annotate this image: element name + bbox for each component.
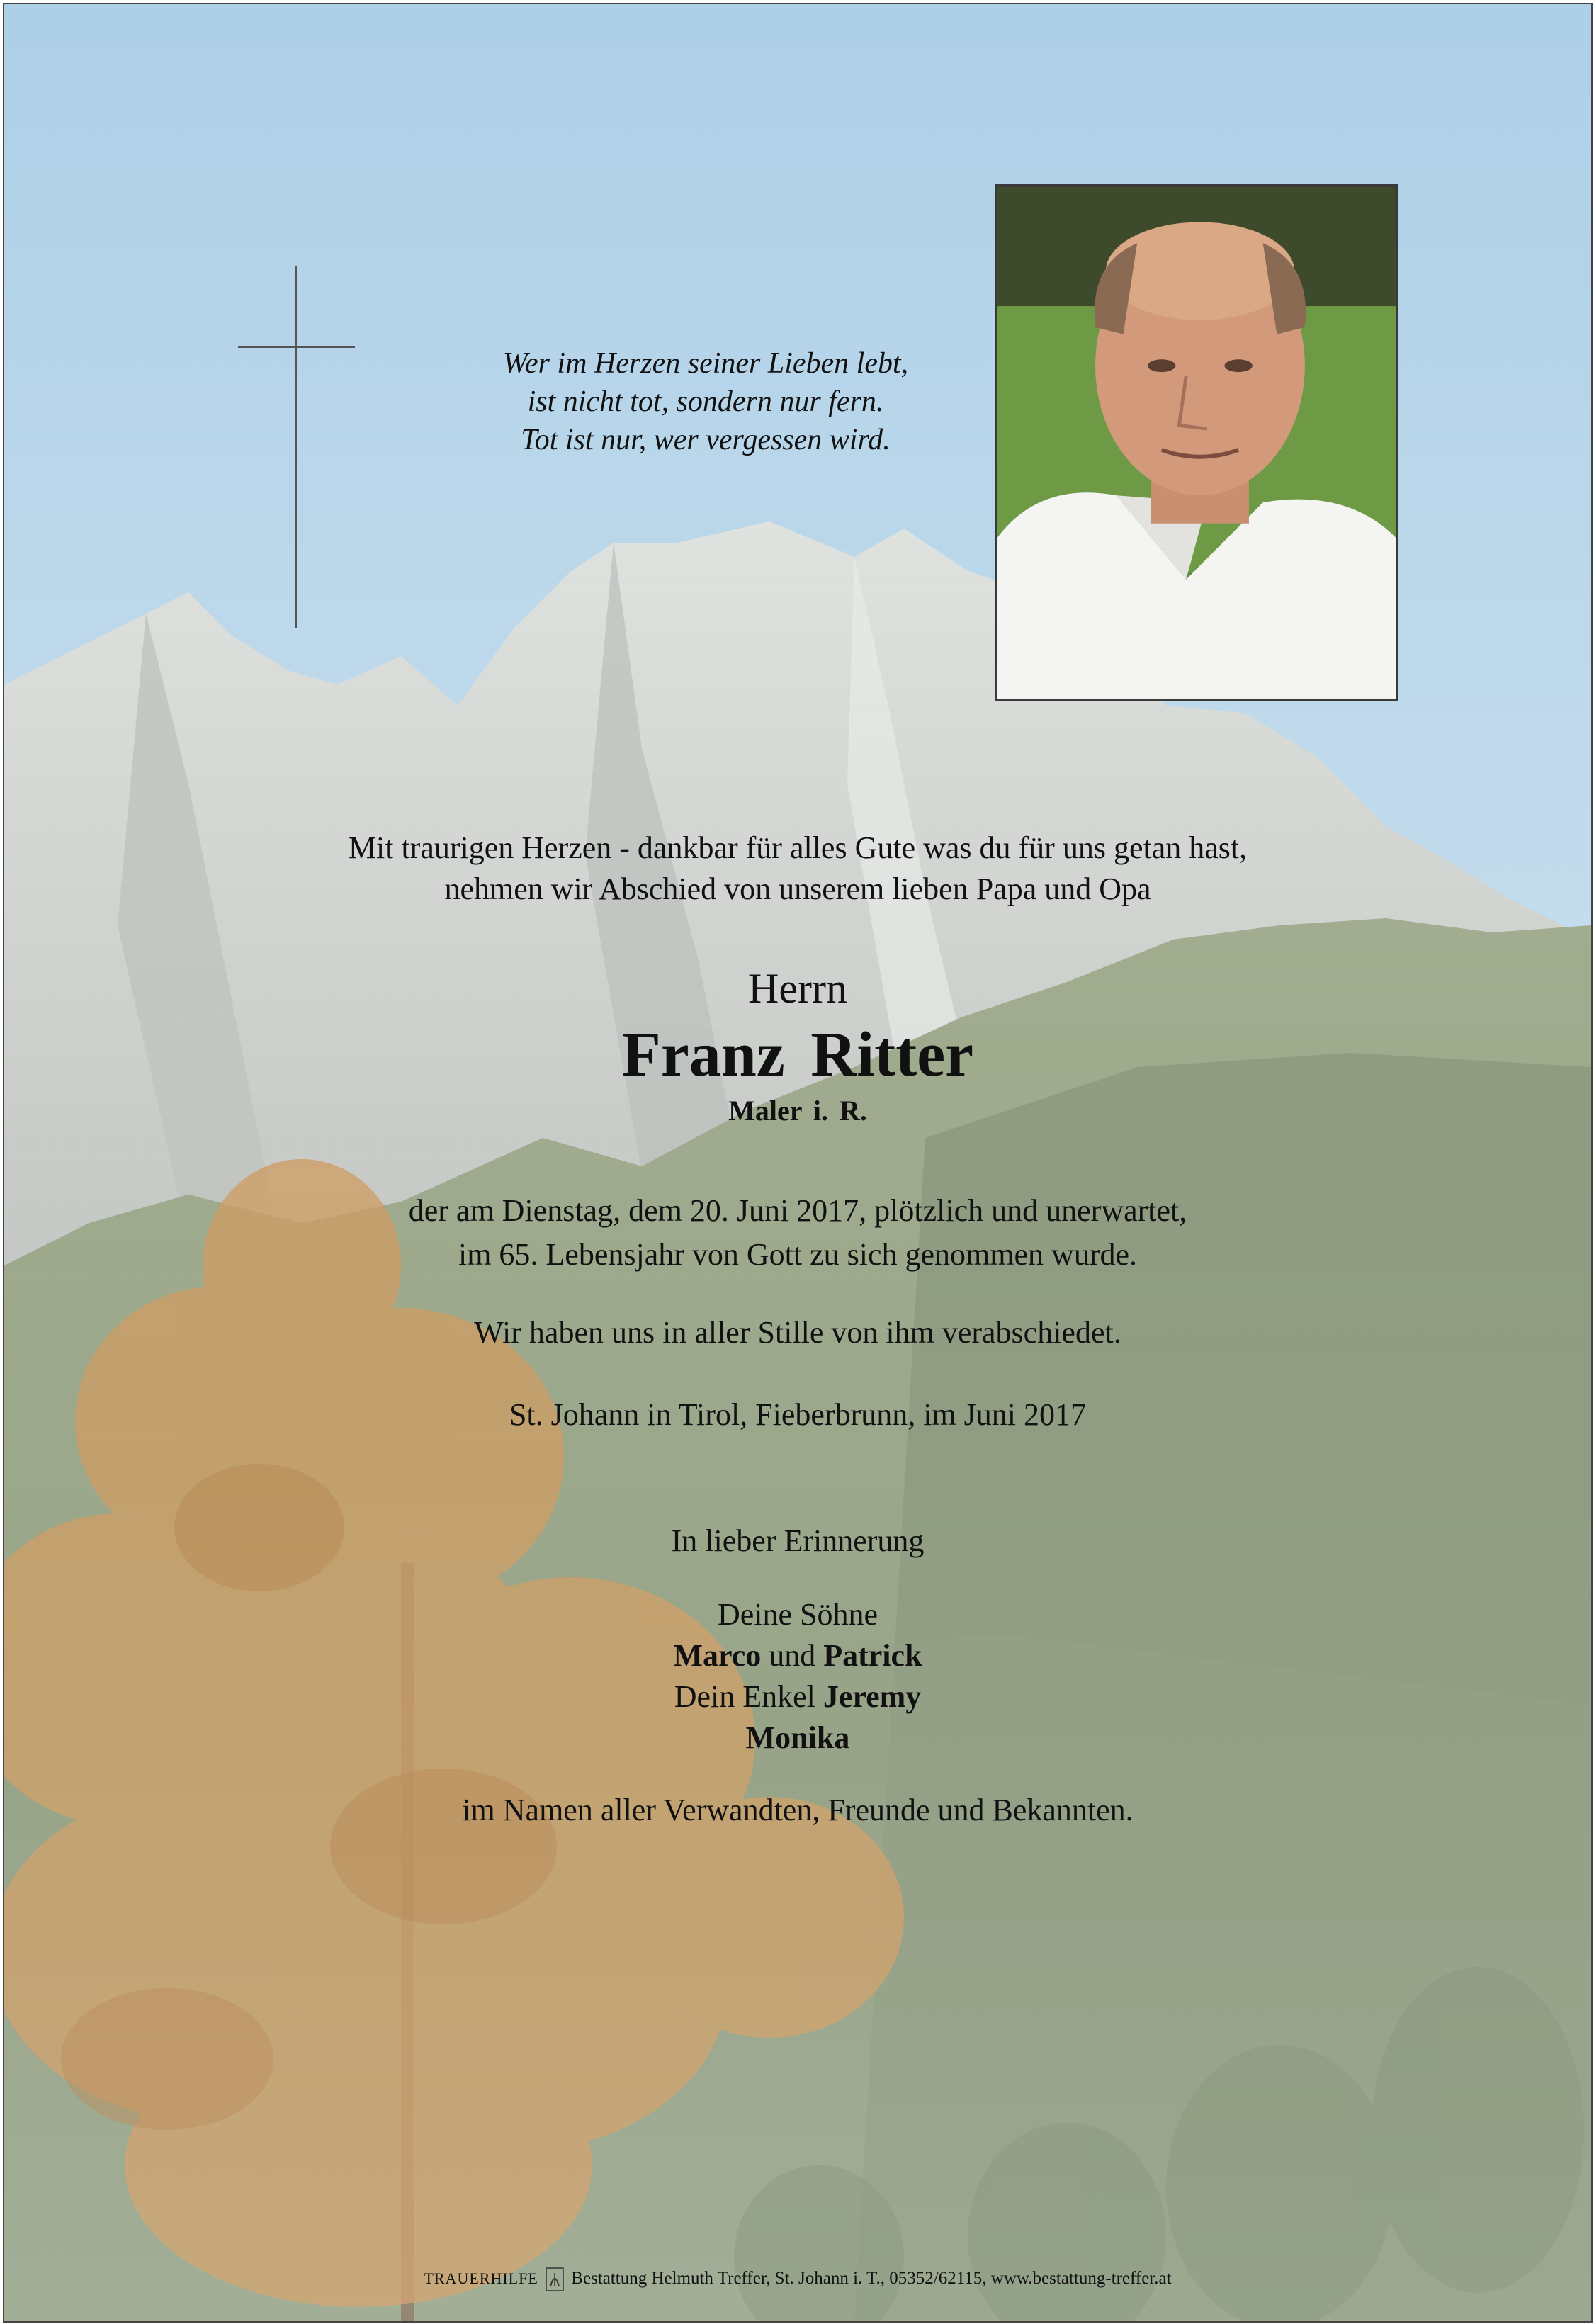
cross-icon bbox=[238, 266, 358, 629]
son-name: Patrick bbox=[823, 1638, 922, 1673]
quote-line: Tot ist nur, wer vergessen wird. bbox=[521, 424, 891, 456]
death-details bbox=[4, 1189, 1591, 1277]
family-list bbox=[4, 1594, 1591, 1759]
portrait-photo bbox=[995, 184, 1398, 701]
closing-text: im Namen aller Verwandten, Freunde und Bekannten. bbox=[462, 1793, 1134, 1827]
grandson-label: Dein Enkel bbox=[674, 1679, 815, 1714]
deceased-name: Franz Ritter bbox=[621, 1020, 974, 1090]
grandson-line bbox=[4, 1676, 1591, 1717]
memorial-quote bbox=[415, 344, 996, 459]
deceased-occupation: Maler i. R. bbox=[728, 1095, 867, 1127]
sons-names bbox=[4, 1635, 1591, 1676]
footer-brand: TRAUERHILFE bbox=[424, 2269, 538, 2287]
conjunction: und bbox=[769, 1638, 816, 1673]
salutation: Herrn bbox=[748, 965, 847, 1012]
son-name: Marco bbox=[673, 1638, 762, 1673]
memory-heading: In lieber Erinnerung bbox=[671, 1523, 925, 1558]
place-date: St. Johann in Tirol, Fieberbrunn, im Juni 2017 bbox=[509, 1397, 1087, 1432]
quote-line: Wer im Herzen seiner Lieben lebt, bbox=[502, 347, 909, 380]
intro-text bbox=[4, 828, 1591, 910]
details-line: im 65. Lebensjahr von Gott zu sich genommen wurde. bbox=[458, 1237, 1137, 1272]
farewell-text: Wir haben uns in aller Stille von ihm verabschiedet. bbox=[474, 1315, 1121, 1350]
details-line: der am Dienstag, dem 20. Juni 2017, plötzlich und unerwartet, bbox=[408, 1193, 1187, 1228]
sons-label: Deine Söhne bbox=[717, 1597, 878, 1632]
footer bbox=[4, 2267, 1591, 2291]
intro-line: nehmen wir Abschied von unserem lieben Papa und Opa bbox=[444, 872, 1151, 906]
obituary-card bbox=[3, 3, 1593, 2323]
funeral-home-logo-icon bbox=[546, 2267, 564, 2291]
quote-line: ist nicht tot, sondern nur fern. bbox=[527, 385, 884, 418]
other-relative bbox=[4, 1717, 1591, 1759]
grandson-name: Jeremy bbox=[823, 1679, 922, 1714]
footer-text: Bestattung Helmuth Treffer, St. Johann i. T., 05352/62115, www.bestattung-treffer.at bbox=[571, 2269, 1172, 2288]
relative-name: Monika bbox=[745, 1720, 850, 1755]
intro-line: Mit traurigen Herzen - dankbar für alles Gute was du für uns getan hast, bbox=[348, 830, 1248, 865]
